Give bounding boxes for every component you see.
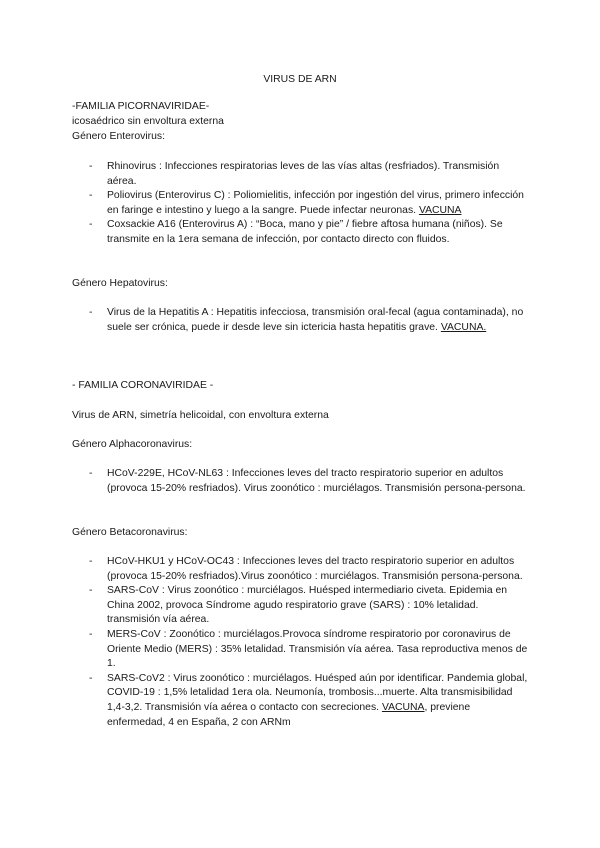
item-text: SARS-CoV : Virus zoonótico : murciélagos. Huésped intermediario civeta. Epidemia en China 2002, provoca Síndrome agudo respiratorio grave (SARS) : 10% letalidad. transmisión vía aérea. [107,585,508,626]
item-text: HCoV-229E, HCoV-NL63 : Infecciones leves del tracto respiratorio superior en adultos (provoca 15-20% resfriados). Virus zoonótico : murciélagos. Transmisión persona-persona. [107,468,526,494]
genus-alphacoronavirus-heading: Género Alphacoronavirus: [72,439,193,450]
list-item [72,160,528,189]
enterovirus-list [72,160,528,248]
list-item [72,218,528,247]
item-text: HCoV-HKU1 y HCoV-OC43 : Infecciones leves del tracto respiratorio superior en adultos (provoca 15-20% resfriados).Virus zoonótico : murciélagos. Transmisión persona-persona. [107,556,523,582]
list-item [72,189,528,218]
item-text-after: , previene enfermedad, 4 en España, 2 con ARNm [107,701,471,728]
genus-betacoronavirus-heading: Género Betacoronavirus: [72,527,188,538]
family-coronaviridae-heading: - FAMILIA CORONAVIRIDAE - [72,380,214,391]
list-item [72,555,528,584]
picornaviridae-description: icosaédrico sin envoltura externa [72,116,224,127]
family-picornaviridae-heading: -FAMILIA PICORNAVIRIDAE- [72,101,210,112]
genus-enterovirus-heading: Género Enterovirus: [72,131,165,142]
item-text: Virus de la Hepatitis A : Hepatitis infecciosa, transmisión oral-fecal (agua contaminada), no suele ser crónica, puede ir desde leve sin ictericia hasta hepatitis grave. [107,307,524,333]
vaccine-label: VACUNA [418,204,462,216]
genus-hepatovirus-heading: Género Hepatovirus: [72,278,168,289]
item-text: Rhinovirus : Infecciones respiratorias leves de las vías altas (resfriados). Transmisión aérea. [107,161,500,187]
alphacoronavirus-list [72,467,528,496]
list-item [72,306,528,335]
betacoronavirus-list [72,555,528,730]
item-text: MERS-CoV : Zoonótico : murciélagos.Provoca síndrome respiratorio por coronavirus de Oriente Medio (MERS) : 35% letalidad. Transmisión vía aérea. Tasa reproductiva menos de 1. [107,628,528,670]
list-item [72,672,528,730]
hepatovirus-list [72,306,528,335]
list-item [72,628,528,672]
vaccine-label: VACUNA. [440,321,487,333]
item-text: Poliovirus (Enterovirus C) : Poliomielitis, infección por ingestión del virus, primero infección en faringe e intestino y luego a la sangre. Puede infectar neuronas. [107,190,524,216]
item-text: SARS-CoV2 : Virus zoonótico : murciélagos. Huésped aún por identificar. Pandemia global, COVID-19 : 1,5% letalidad 1era ola. Neumonía, trombosis...muerte. Alta transmisibilidad 1,4-3,2. Transmisión vía aérea o contacto con secreciones. [107,672,528,713]
list-item [72,467,528,496]
vaccine-label: VACUNA [381,701,425,713]
list-item [72,584,528,628]
item-text: Coxsackie A16 (Enterovirus A) : “Boca, mano y pie” / fiebre aftosa humana (niños). Se transmite en la 1era semana de infección, por contacto directo con fluidos. [107,219,503,245]
coronaviridae-description: Virus de ARN, simetría helicoidal, con envoltura externa [72,410,329,421]
page-title: VIRUS DE ARN [263,74,337,85]
